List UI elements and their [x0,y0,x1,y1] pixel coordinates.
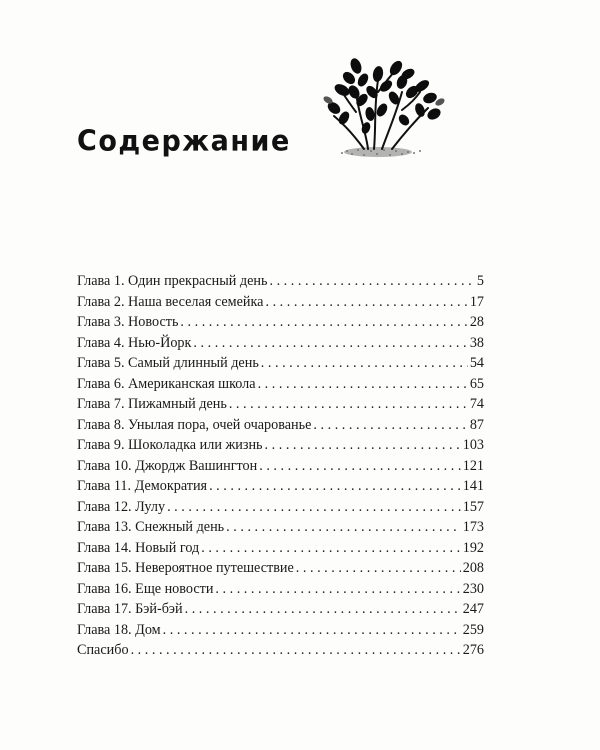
toc-entry-page-number: 103 [462,437,484,453]
toc-leader-dots [258,374,468,395]
toc-entry-page-number: 259 [462,621,484,638]
toc-entry-page-number: 192 [462,539,484,556]
table-of-contents [77,271,484,661]
toc-leader-dots [261,353,468,374]
toc-entry-title: Глава 7. Пижамный день [77,396,227,412]
toc-entry [77,497,484,518]
toc-entry-page-number: 74 [469,396,484,412]
toc-entry-title: Глава 5. Самый длинный день [77,355,259,371]
toc-entry-title: Глава 4. Нью-Йорк [77,334,192,351]
toc-leader-dots [209,476,461,497]
toc-entry-title: Глава 13. Снежный день [77,519,225,535]
toc-entry [77,271,484,292]
toc-entry-title: Глава 16. Еще новости [77,580,214,597]
toc-entry-page-number: 87 [469,416,484,433]
toc-entry [77,312,484,333]
toc-entry-title: Глава 14. Новый год [77,539,200,556]
toc-entry-page-number: 17 [469,293,484,310]
toc-entry-title: Глава 3. Новость [77,314,179,330]
toc-entry [77,558,484,579]
toc-entry [77,292,484,313]
toc-leader-dots [226,517,461,538]
toc-entry-title: Глава 9. Шоколадка или жизнь [77,437,263,453]
toc-entry-page-number: 208 [462,560,484,576]
toc-entry-title: Глава 18. Дом [77,621,161,638]
toc-leader-dots [180,312,467,333]
page-title: Содержание [77,125,291,158]
toc-entry-page-number: 28 [469,314,484,330]
toc-leader-dots [265,435,461,456]
toc-entry-title: Глава 11. Демократия [77,478,208,494]
toc-entry-page-number: 121 [462,457,484,474]
toc-entry [77,599,484,620]
toc-entry [77,476,484,497]
toc-entry [77,538,484,559]
toc-entry-page-number: 5 [476,273,484,289]
toc-leader-dots [265,292,467,313]
toc-entry-page-number: 247 [462,601,484,617]
toc-entry-page-number: 54 [469,355,484,371]
toc-leader-dots [296,558,461,579]
toc-entry [77,333,484,354]
toc-entry-page-number: 65 [469,375,484,392]
toc-entry-title: Глава 12. Лулу [77,498,166,515]
toc-entry [77,579,484,600]
toc-entry-title: Глава 10. Джордж Вашингтон [77,457,258,474]
toc-entry [77,517,484,538]
toc-entry-title: Глава 2. Наша веселая семейка [77,293,264,310]
toc-entry-page-number: 141 [462,478,484,494]
toc-entry [77,394,484,415]
toc-entry [77,435,484,456]
toc-leader-dots [313,415,467,436]
toc-entry-title: Глава 1. Один прекрасный день [77,273,268,289]
toc-entry-title: Глава 17. Бэй-бэй [77,601,183,617]
toc-entry [77,456,484,477]
toc-entry [77,374,484,395]
toc-leader-dots [259,456,460,477]
toc-entry-title: Спасибо [77,642,129,658]
toc-entry [77,620,484,641]
toc-entry-page-number: 230 [462,580,484,597]
toc-leader-dots [185,599,461,620]
toc-leader-dots [215,579,460,600]
toc-leader-dots [269,271,474,292]
toc-entry-page-number: 38 [469,334,484,351]
toc-entry-page-number: 173 [462,519,484,535]
toc-leader-dots [201,538,460,559]
toc-entry-title: Глава 15. Невероятное путешествие [77,560,294,576]
toc-leader-dots [167,497,461,518]
toc-entry-title: Глава 6. Американская школа [77,375,256,392]
toc-entry-page-number: 276 [462,642,484,658]
toc-entry-title: Глава 8. Унылая пора, очей очарованье [77,416,312,433]
toc-leader-dots [131,640,461,661]
toc-entry [77,415,484,436]
toc-entry-page-number: 157 [462,498,484,515]
toc-leader-dots [163,620,461,641]
toc-leader-dots [193,333,467,354]
toc-entry [77,353,484,374]
toc-entry [77,640,484,661]
toc-leader-dots [229,394,468,415]
plant-illustration-icon [316,52,452,162]
